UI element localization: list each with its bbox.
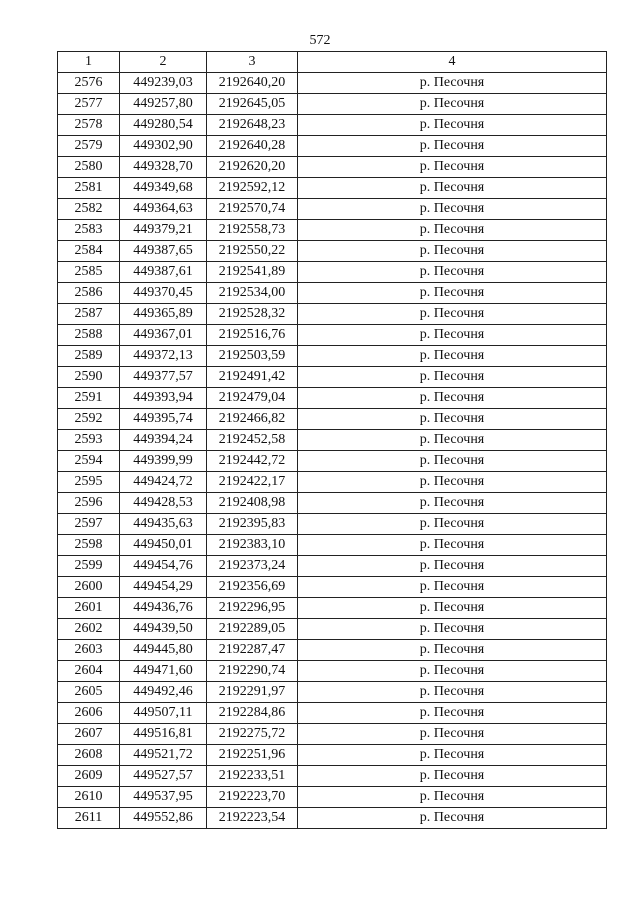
x-coordinate-cell: 449537,95 <box>120 787 207 808</box>
point-number-cell: 2597 <box>58 514 120 535</box>
description-cell: р. Песочня <box>298 703 607 724</box>
point-number-cell: 2576 <box>58 73 120 94</box>
x-coordinate-cell: 449521,72 <box>120 745 207 766</box>
y-coordinate-cell: 2192296,95 <box>207 598 298 619</box>
y-coordinate-cell: 2192442,72 <box>207 451 298 472</box>
y-coordinate-cell: 2192422,17 <box>207 472 298 493</box>
description-cell: р. Песочня <box>298 787 607 808</box>
table-row <box>58 493 607 514</box>
x-coordinate-cell: 449454,76 <box>120 556 207 577</box>
x-coordinate-cell: 449280,54 <box>120 115 207 136</box>
x-coordinate-cell: 449302,90 <box>120 136 207 157</box>
x-coordinate-cell: 449435,63 <box>120 514 207 535</box>
point-number-cell: 2588 <box>58 325 120 346</box>
x-coordinate-cell: 449450,01 <box>120 535 207 556</box>
description-cell: р. Песочня <box>298 766 607 787</box>
y-coordinate-cell: 2192550,22 <box>207 241 298 262</box>
point-number-cell: 2586 <box>58 283 120 304</box>
point-number-cell: 2610 <box>58 787 120 808</box>
point-number-cell: 2596 <box>58 493 120 514</box>
description-cell: р. Песочня <box>298 514 607 535</box>
table-row <box>58 598 607 619</box>
description-cell: р. Песочня <box>298 598 607 619</box>
table-row <box>58 577 607 598</box>
x-coordinate-cell: 449395,74 <box>120 409 207 430</box>
y-coordinate-cell: 2192620,20 <box>207 157 298 178</box>
table-row <box>58 94 607 115</box>
description-cell: р. Песочня <box>298 262 607 283</box>
description-cell: р. Песочня <box>298 472 607 493</box>
x-coordinate-cell: 449387,61 <box>120 262 207 283</box>
table-row <box>58 325 607 346</box>
point-number-cell: 2600 <box>58 577 120 598</box>
y-coordinate-cell: 2192408,98 <box>207 493 298 514</box>
table-row <box>58 199 607 220</box>
x-coordinate-cell: 449372,13 <box>120 346 207 367</box>
point-number-cell: 2604 <box>58 661 120 682</box>
description-cell: р. Песочня <box>298 199 607 220</box>
point-number-cell: 2591 <box>58 388 120 409</box>
table-row <box>58 808 607 829</box>
description-cell: р. Песочня <box>298 367 607 388</box>
y-coordinate-cell: 2192275,72 <box>207 724 298 745</box>
table-row <box>58 262 607 283</box>
table-row <box>58 472 607 493</box>
y-coordinate-cell: 2192528,32 <box>207 304 298 325</box>
point-number-cell: 2607 <box>58 724 120 745</box>
description-cell: р. Песочня <box>298 157 607 178</box>
description-cell: р. Песочня <box>298 325 607 346</box>
description-cell: р. Песочня <box>298 808 607 829</box>
table-row <box>58 136 607 157</box>
y-coordinate-cell: 2192223,54 <box>207 808 298 829</box>
x-coordinate-cell: 449428,53 <box>120 493 207 514</box>
point-number-cell: 2585 <box>58 262 120 283</box>
y-coordinate-cell: 2192558,73 <box>207 220 298 241</box>
point-number-cell: 2606 <box>58 703 120 724</box>
point-number-cell: 2577 <box>58 94 120 115</box>
x-coordinate-cell: 449370,45 <box>120 283 207 304</box>
x-coordinate-cell: 449394,24 <box>120 430 207 451</box>
table-row <box>58 430 607 451</box>
y-coordinate-cell: 2192503,59 <box>207 346 298 367</box>
x-coordinate-cell: 449552,86 <box>120 808 207 829</box>
x-coordinate-cell: 449257,80 <box>120 94 207 115</box>
description-cell: р. Песочня <box>298 178 607 199</box>
description-cell: р. Песочня <box>298 388 607 409</box>
description-cell: р. Песочня <box>298 682 607 703</box>
y-coordinate-cell: 2192356,69 <box>207 577 298 598</box>
y-coordinate-cell: 2192479,04 <box>207 388 298 409</box>
column-header: 3 <box>207 52 298 73</box>
table-row <box>58 409 607 430</box>
x-coordinate-cell: 449399,99 <box>120 451 207 472</box>
point-number-cell: 2602 <box>58 619 120 640</box>
description-cell: р. Песочня <box>298 535 607 556</box>
x-coordinate-cell: 449439,50 <box>120 619 207 640</box>
y-coordinate-cell: 2192233,51 <box>207 766 298 787</box>
y-coordinate-cell: 2192289,05 <box>207 619 298 640</box>
point-number-cell: 2611 <box>58 808 120 829</box>
y-coordinate-cell: 2192640,28 <box>207 136 298 157</box>
description-cell: р. Песочня <box>298 493 607 514</box>
table-row <box>58 367 607 388</box>
y-coordinate-cell: 2192534,00 <box>207 283 298 304</box>
point-number-cell: 2601 <box>58 598 120 619</box>
table-row <box>58 157 607 178</box>
y-coordinate-cell: 2192640,20 <box>207 73 298 94</box>
description-cell: р. Песочня <box>298 94 607 115</box>
y-coordinate-cell: 2192373,24 <box>207 556 298 577</box>
table-row <box>58 682 607 703</box>
table-row <box>58 640 607 661</box>
table-row <box>58 703 607 724</box>
y-coordinate-cell: 2192592,12 <box>207 178 298 199</box>
column-header: 2 <box>120 52 207 73</box>
table-row <box>58 451 607 472</box>
point-number-cell: 2609 <box>58 766 120 787</box>
x-coordinate-cell: 449507,11 <box>120 703 207 724</box>
point-number-cell: 2582 <box>58 199 120 220</box>
x-coordinate-cell: 449387,65 <box>120 241 207 262</box>
table-row <box>58 556 607 577</box>
description-cell: р. Песочня <box>298 745 607 766</box>
point-number-cell: 2594 <box>58 451 120 472</box>
x-coordinate-cell: 449328,70 <box>120 157 207 178</box>
table-row <box>58 787 607 808</box>
y-coordinate-cell: 2192570,74 <box>207 199 298 220</box>
point-number-cell: 2590 <box>58 367 120 388</box>
table-body <box>58 73 607 829</box>
point-number-cell: 2593 <box>58 430 120 451</box>
y-coordinate-cell: 2192645,05 <box>207 94 298 115</box>
x-coordinate-cell: 449365,89 <box>120 304 207 325</box>
description-cell: р. Песочня <box>298 115 607 136</box>
point-number-cell: 2583 <box>58 220 120 241</box>
point-number-cell: 2589 <box>58 346 120 367</box>
x-coordinate-cell: 449364,63 <box>120 199 207 220</box>
table-row <box>58 241 607 262</box>
point-number-cell: 2587 <box>58 304 120 325</box>
x-coordinate-cell: 449424,72 <box>120 472 207 493</box>
description-cell: р. Песочня <box>298 409 607 430</box>
description-cell: р. Песочня <box>298 73 607 94</box>
table-row <box>58 514 607 535</box>
x-coordinate-cell: 449393,94 <box>120 388 207 409</box>
point-number-cell: 2608 <box>58 745 120 766</box>
x-coordinate-cell: 449445,80 <box>120 640 207 661</box>
description-cell: р. Песочня <box>298 451 607 472</box>
table-row <box>58 346 607 367</box>
table-row <box>58 115 607 136</box>
description-cell: р. Песочня <box>298 661 607 682</box>
y-coordinate-cell: 2192291,97 <box>207 682 298 703</box>
table-row <box>58 220 607 241</box>
y-coordinate-cell: 2192541,89 <box>207 262 298 283</box>
x-coordinate-cell: 449377,57 <box>120 367 207 388</box>
point-number-cell: 2595 <box>58 472 120 493</box>
point-number-cell: 2598 <box>58 535 120 556</box>
point-number-cell: 2581 <box>58 178 120 199</box>
x-coordinate-cell: 449379,21 <box>120 220 207 241</box>
table-row <box>58 745 607 766</box>
description-cell: р. Песочня <box>298 724 607 745</box>
y-coordinate-cell: 2192287,47 <box>207 640 298 661</box>
x-coordinate-cell: 449527,57 <box>120 766 207 787</box>
point-number-cell: 2605 <box>58 682 120 703</box>
x-coordinate-cell: 449349,68 <box>120 178 207 199</box>
table-row <box>58 73 607 94</box>
y-coordinate-cell: 2192491,42 <box>207 367 298 388</box>
description-cell: р. Песочня <box>298 640 607 661</box>
table-row <box>58 283 607 304</box>
description-cell: р. Песочня <box>298 556 607 577</box>
y-coordinate-cell: 2192223,70 <box>207 787 298 808</box>
y-coordinate-cell: 2192290,74 <box>207 661 298 682</box>
y-coordinate-cell: 2192284,86 <box>207 703 298 724</box>
point-number-cell: 2578 <box>58 115 120 136</box>
x-coordinate-cell: 449367,01 <box>120 325 207 346</box>
page-number: 572 <box>309 33 331 48</box>
x-coordinate-cell: 449471,60 <box>120 661 207 682</box>
description-cell: р. Песочня <box>298 241 607 262</box>
table-row <box>58 388 607 409</box>
table-header-row <box>58 52 607 73</box>
table-row <box>58 619 607 640</box>
column-header: 1 <box>58 52 120 73</box>
point-number-cell: 2603 <box>58 640 120 661</box>
table-row <box>58 535 607 556</box>
x-coordinate-cell: 449239,03 <box>120 73 207 94</box>
y-coordinate-cell: 2192648,23 <box>207 115 298 136</box>
y-coordinate-cell: 2192383,10 <box>207 535 298 556</box>
point-number-cell: 2584 <box>58 241 120 262</box>
column-header: 4 <box>298 52 607 73</box>
point-number-cell: 2599 <box>58 556 120 577</box>
description-cell: р. Песочня <box>298 619 607 640</box>
table-row <box>58 724 607 745</box>
description-cell: р. Песочня <box>298 430 607 451</box>
y-coordinate-cell: 2192251,96 <box>207 745 298 766</box>
y-coordinate-cell: 2192466,82 <box>207 409 298 430</box>
x-coordinate-cell: 449454,29 <box>120 577 207 598</box>
table-row <box>58 304 607 325</box>
x-coordinate-cell: 449436,76 <box>120 598 207 619</box>
y-coordinate-cell: 2192395,83 <box>207 514 298 535</box>
coordinates-table <box>57 51 607 829</box>
table-row <box>58 178 607 199</box>
description-cell: р. Песочня <box>298 283 607 304</box>
y-coordinate-cell: 2192452,58 <box>207 430 298 451</box>
description-cell: р. Песочня <box>298 346 607 367</box>
y-coordinate-cell: 2192516,76 <box>207 325 298 346</box>
table-row <box>58 661 607 682</box>
description-cell: р. Песочня <box>298 577 607 598</box>
x-coordinate-cell: 449516,81 <box>120 724 207 745</box>
description-cell: р. Песочня <box>298 136 607 157</box>
table-row <box>58 766 607 787</box>
point-number-cell: 2579 <box>58 136 120 157</box>
point-number-cell: 2592 <box>58 409 120 430</box>
description-cell: р. Песочня <box>298 304 607 325</box>
description-cell: р. Песочня <box>298 220 607 241</box>
point-number-cell: 2580 <box>58 157 120 178</box>
x-coordinate-cell: 449492,46 <box>120 682 207 703</box>
